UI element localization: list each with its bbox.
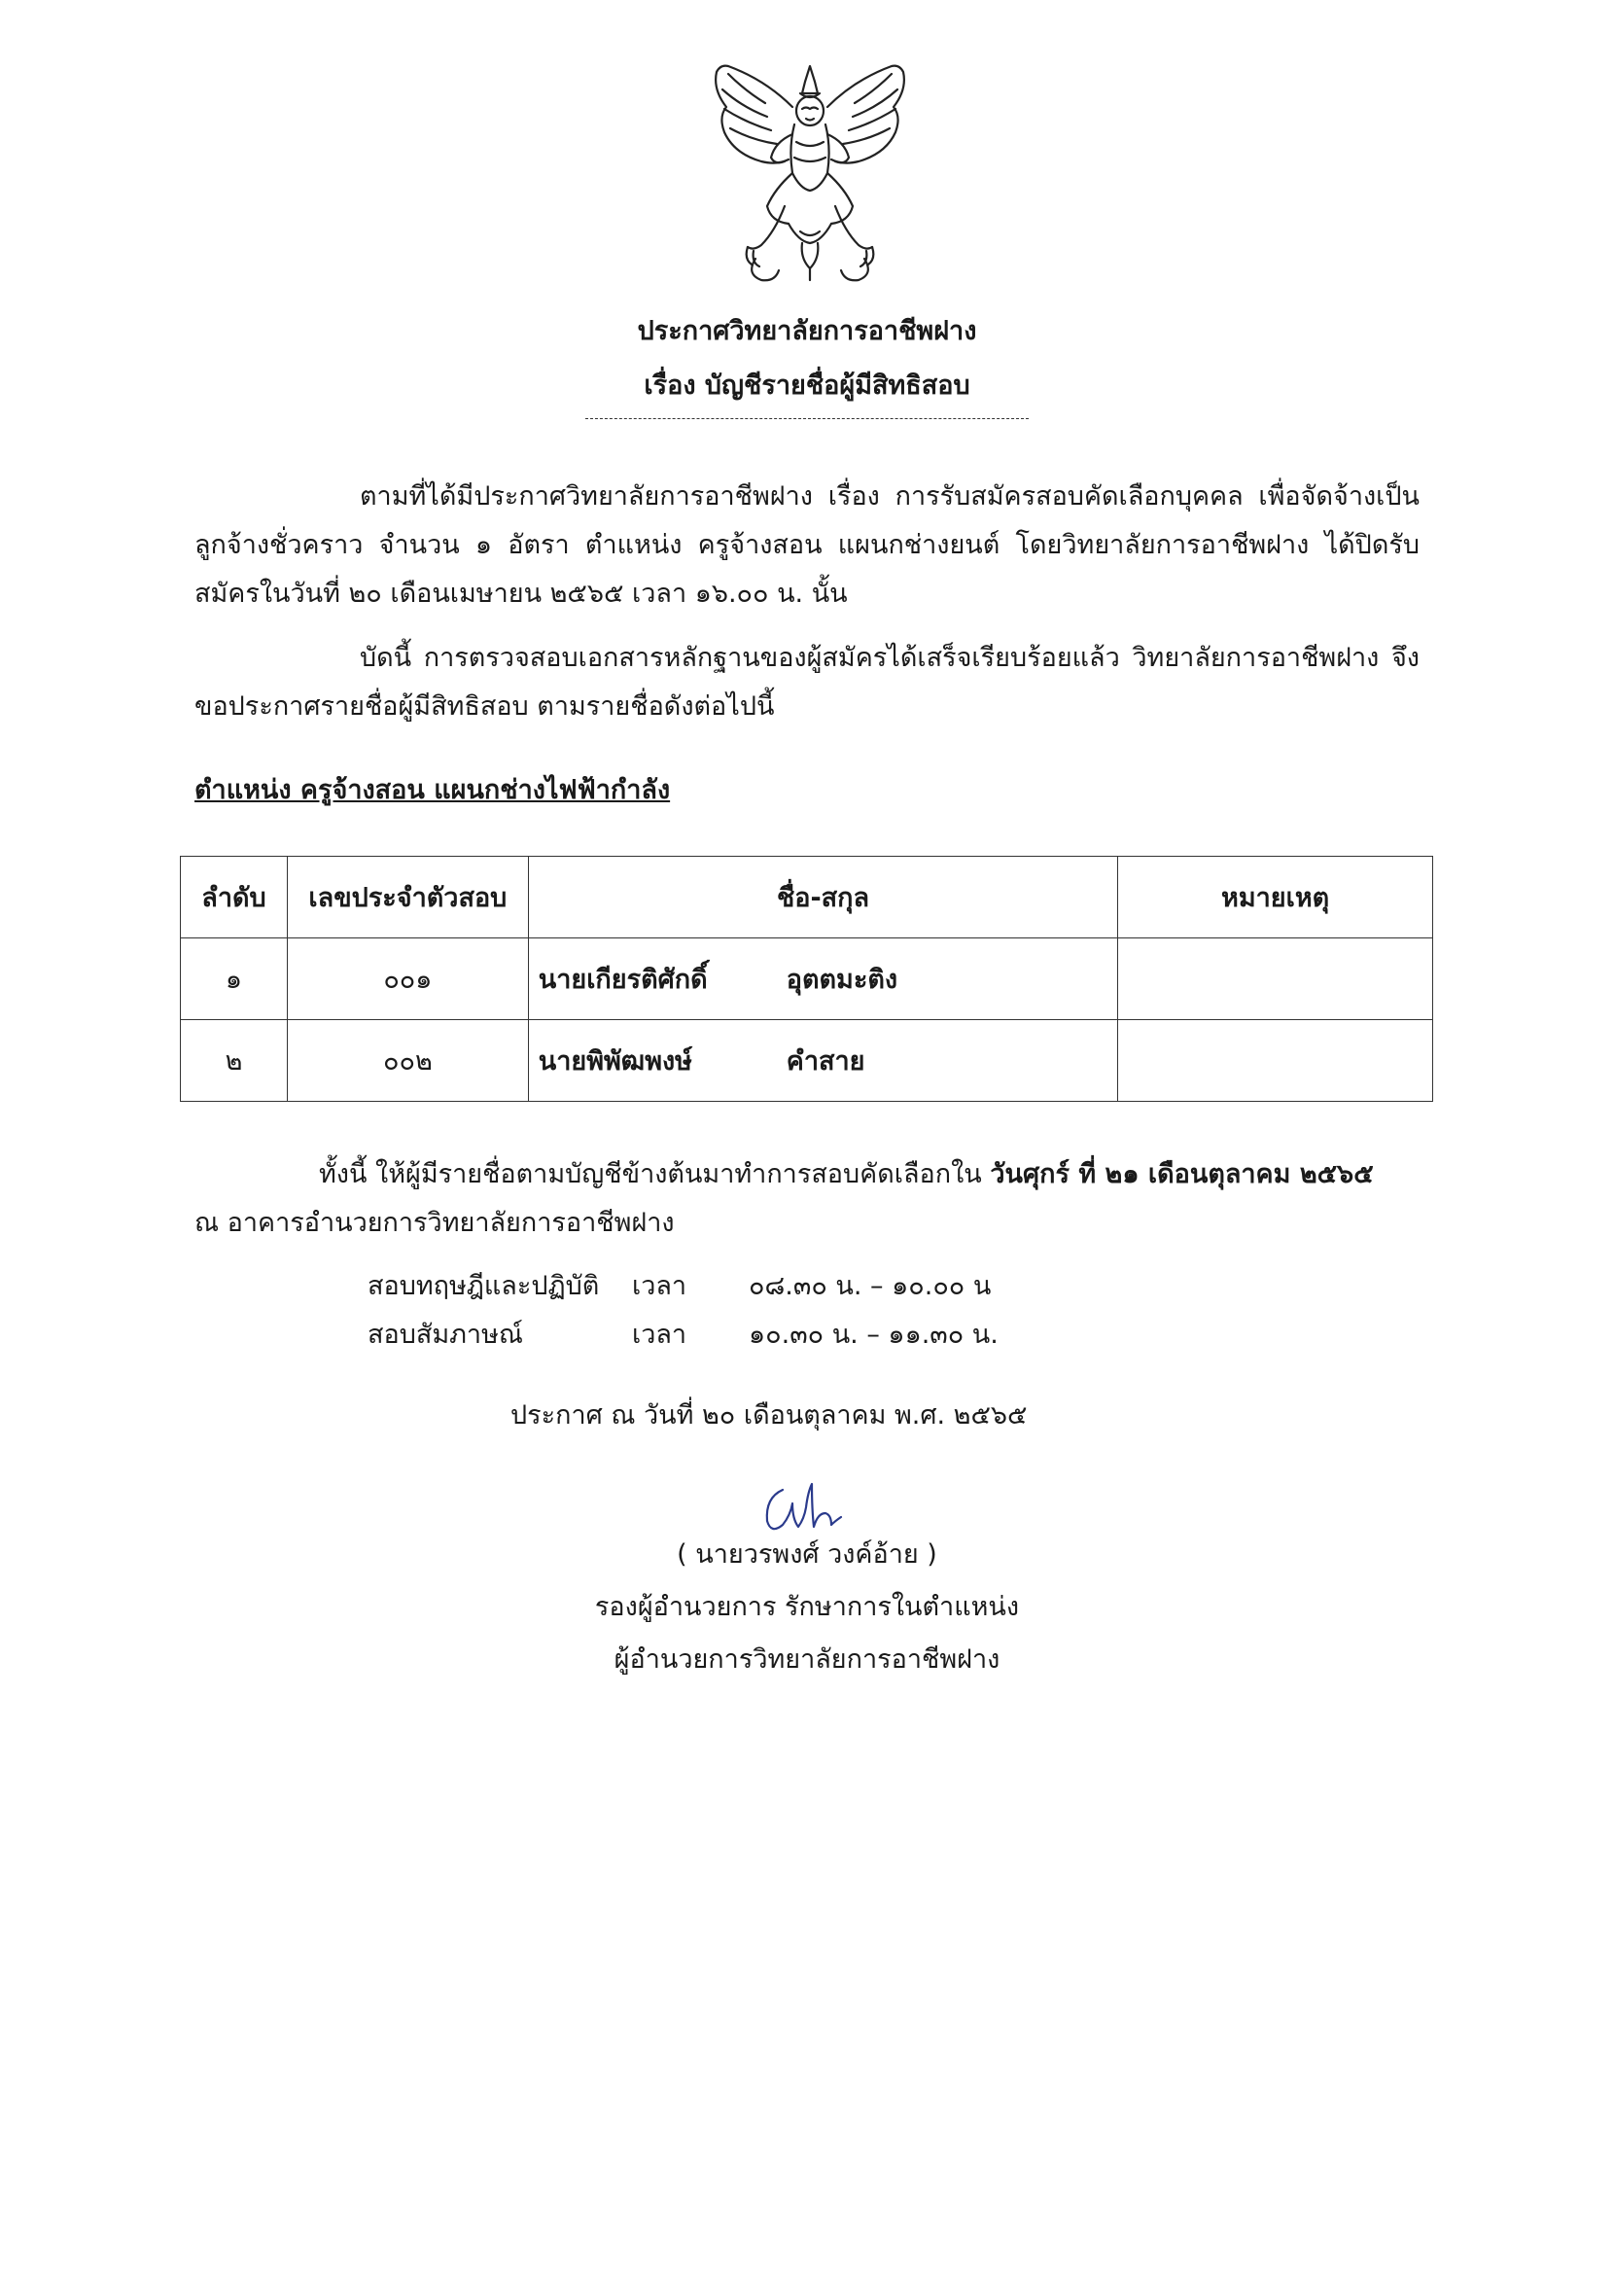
- table-row: [181, 1020, 1433, 1102]
- candidates-table: [180, 856, 1433, 1102]
- cell-order: ๒: [181, 1020, 288, 1102]
- paragraph-exam-date: [194, 1150, 1420, 1248]
- announcement-date: ประกาศ ณ วันที่ ๒๐ เดือนตุลาคม พ.ศ. ๒๕๖๕: [510, 1400, 1028, 1431]
- header-order: ลำดับ: [181, 857, 288, 938]
- cell-remark: [1118, 1020, 1433, 1102]
- exam-location: ณ อาคารอำนวยการวิทยาลัยการอาชีพฝาง: [194, 1208, 675, 1238]
- surname: คำสาย: [786, 1046, 865, 1077]
- table-header-row: [181, 857, 1433, 938]
- dashed-divider: [585, 418, 1029, 419]
- exam-date-prefix: ทั้งนี้ ให้ผู้มีรายชื่อตามบัญชีข้างต้นมาทำการสอบคัดเลือกใน: [319, 1159, 982, 1189]
- signer-position-1: รองผู้อำนวยการ รักษาการในตำแหน่ง: [594, 1592, 1020, 1622]
- cell-name: [528, 1020, 1117, 1102]
- schedule-label: สอบสัมภาษณ์: [368, 1320, 523, 1350]
- paragraph-status-text: บัดนี้ การตรวจสอบเอกสารหลักฐานของผู้สมัครได้เสร็จเรียบร้อยแล้ว วิทยาลัยการอาชีพฝาง จึงขอประกาศรายชื่อผู้มีสิทธิสอบ ตามรายชื่อดังต่อไปนี้: [194, 643, 1420, 722]
- given-name: นายเกียรติศักดิ์: [538, 965, 708, 995]
- schedule-time-label: เวลา: [632, 1271, 687, 1301]
- cell-exam-id: ๐๐๑: [287, 938, 528, 1020]
- schedule-time: ๐๘.๓๐ น. – ๑๐.๐๐ น: [749, 1271, 992, 1301]
- surname: อุตตมะติง: [786, 965, 898, 995]
- header-name: ชื่อ-สกุล: [528, 857, 1117, 938]
- paragraph-intro-text: ตามที่ได้มีประกาศวิทยาลัยการอาชีพฝาง เรื่อง การรับสมัครสอบคัดเลือกบุคคล เพื่อจัดจ้างเป็นลูกจ้างชั่วคราว จำนวน ๑ อัตรา ตำแหน่ง ครูจ้างสอน แผนกช่างยนต์ โดยวิทยาลัยการอาชีพฝาง ได้ปิดรับสมัครในวันที่ ๒๐ เดือนเมษายน ๒๕๖๕ เวลา ๑๖.๐๐ น. นั้น: [194, 481, 1420, 609]
- exam-date: วันศุกร์ ที่ ๒๑ เดือนตุลาคม ๒๕๖๕: [990, 1159, 1374, 1189]
- document-subject: เรื่อง บัญชีรายชื่อผู้มีสิทธิสอบ: [644, 371, 970, 401]
- garuda-emblem-icon: [707, 60, 913, 286]
- position-title: ตำแหน่ง ครูจ้างสอน แผนกช่างไฟฟ้ากำลัง: [194, 775, 671, 805]
- document-title: ประกาศวิทยาลัยการอาชีพฝาง: [637, 316, 977, 346]
- handwritten-signature: [754, 1470, 851, 1538]
- paragraph-status: [194, 634, 1420, 731]
- cell-name: [528, 938, 1117, 1020]
- schedule-time: ๑๐.๓๐ น. – ๑๑.๓๐ น.: [749, 1320, 999, 1350]
- header-exam-id: เลขประจำตัวสอบ: [287, 857, 528, 938]
- signer-name: ( นายวรพงศ์ วงค์อ้าย ): [677, 1539, 937, 1570]
- given-name: นายพิพัฒพงษ์: [538, 1046, 692, 1077]
- paragraph-intro: [194, 473, 1420, 618]
- table-row: [181, 938, 1433, 1020]
- cell-remark: [1118, 938, 1433, 1020]
- cell-exam-id: ๐๐๒: [287, 1020, 528, 1102]
- header-remark: หมายเหตุ: [1118, 857, 1433, 938]
- signer-position-2: ผู้อำนวยการวิทยาลัยการอาชีพฝาง: [614, 1644, 1000, 1675]
- schedule-label: สอบทฤษฎีและปฏิบัติ: [368, 1271, 600, 1301]
- cell-order: ๑: [181, 938, 288, 1020]
- schedule-time-label: เวลา: [632, 1320, 687, 1350]
